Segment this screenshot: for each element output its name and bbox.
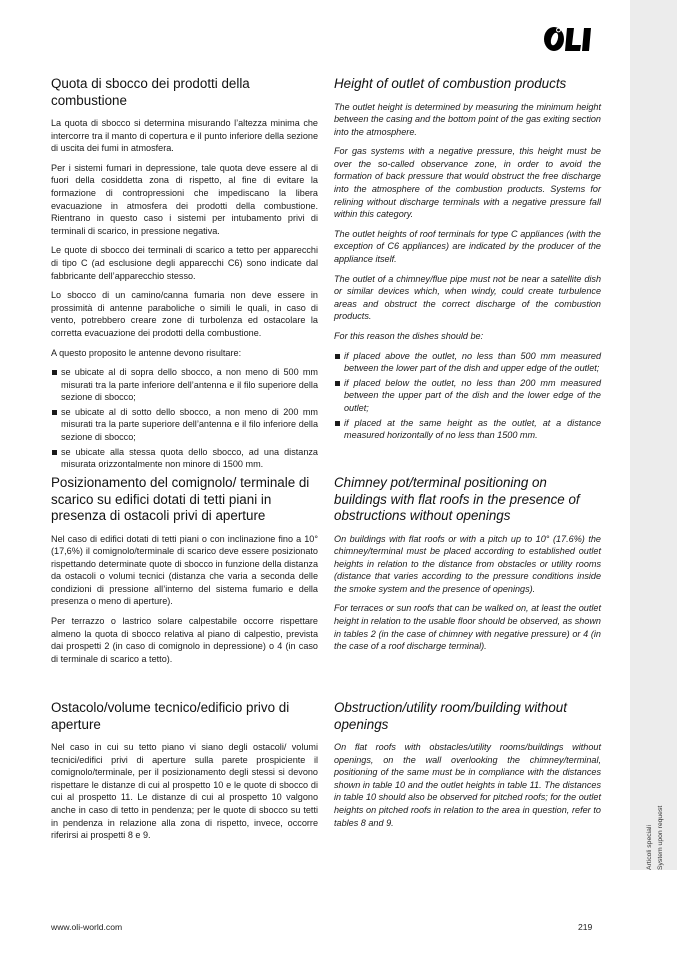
paragraph: Nel caso in cui su tetto piano vi siano degli ostacoli/ volumi tecnici/edifici privi di aperture sulla parete prospiciente il comignolo/terminale, per il posizionamento degli stessi si devono rispettare le distanze di cui al prospetto 10 e le quote di sbocco di cui al prospetto 11. Le distanze di cui al prospetto 10 valgono anche in caso di tetto in pendenza; per le quote di sbocco su tetti in pendenza in relazione alla zona di rispetto, invece, occorre riferirsi ai prospetti 8 e 9. (51, 742, 318, 841)
paragraph: La quota di sbocco si determina misurando l’altezza minima che intercorre tra il manto di copertura e il punto inferiore della sezione di uscita dei fumi in atmosfera. (51, 118, 318, 154)
square-bullet-icon (52, 450, 57, 455)
bullet-list (334, 350, 601, 442)
section-title: Obstruction/utility room/building without openings (334, 700, 567, 732)
paragraph: A questo proposito le antenne devono risultare: (51, 347, 242, 358)
footer-website-link[interactable]: www.oli-world.com (51, 922, 123, 932)
section-it-ostacolo (51, 700, 318, 849)
square-bullet-icon (335, 421, 340, 426)
square-bullet-icon (335, 381, 340, 386)
paragraph: The outlet height is determined by measuring the minimum height between the casing and the bottom point of the gas exiting section into the atmosphere. (334, 101, 601, 137)
paragraph: Lo sbocco di un camino/canna fumaria non deve essere in prossimità di antenne paraboliche o simili le quali, in caso di vento, potrebbero creare zone di turbolenza ed ostacolare la corretta evacuazione dei prodotti della combustione. (51, 290, 318, 338)
oli-logo-icon (543, 24, 603, 54)
section-title: Height of outlet of combustion products (334, 76, 567, 91)
list-item: if placed below the outlet, no less than 200 mm measured between the upper part of the dish and the lower edge of the outlet; (334, 377, 601, 415)
square-bullet-icon (52, 370, 57, 375)
paragraph: The outlet of a chimney/flue pipe must not be near a satellite dish or similar devices which, when windy, could create turbulence areas and obstruct the correct discharge of the combustion products. (334, 273, 601, 322)
list-item: se ubicate al di sopra dello sbocco, a non meno di 500 mm misurati tra la parte inferiore dell’antenna e il filo superiore della sezione di sbocco; (51, 366, 318, 404)
side-tab-label (644, 790, 674, 870)
section-en-outlet-height (334, 76, 601, 444)
square-bullet-icon (52, 410, 57, 415)
side-tab-line-it: Articoli speciali (646, 825, 653, 870)
section-title: Quota di sbocco dei prodotti della combustione (51, 76, 250, 108)
paragraph: For gas systems with a negative pressure, this height must be over the so-called observance zone, in order to avoid the formation of back pressure that would obstruct the free discharge into the atmosphere of the combustion products. Systems for relining without discharge terminals with a negative pressure fall within this category. (334, 146, 601, 220)
side-tab-background (630, 0, 677, 870)
side-tab-line-en: System upon request (657, 805, 664, 870)
paragraph: For this reason the dishes should be: (334, 331, 484, 341)
list-item: if placed above the outlet, no less than 500 mm measured between the lower part of the dish and upper edge of the outlet; (334, 350, 601, 375)
section-it-quota-sbocco (51, 76, 318, 473)
section-en-chimney-positioning (334, 475, 601, 660)
list-item: se ubicate alla stessa quota dello sbocco, ad una distanza misurata orizzontalmente non minore di 1500 mm. (51, 446, 318, 471)
list-item: se ubicate al di sotto dello sbocco, a non meno di 200 mm misurati tra la parte superiore dell’antenna e il filo inferiore della sezione di sbocco; (51, 406, 318, 444)
paragraph: Per terrazzo o lastrico solare calpestabile occorre rispettare almeno la quota di sbocco relativa al piano di calpestio, prevista dai prospetti 2 (in caso di comignolo in depressione) o 4 (in caso di terminale di scarico a tetto). (51, 616, 318, 664)
page-number: 219 (578, 922, 593, 932)
paragraph: Le quote di sbocco dei terminali di scarico a tetto per apparecchi di tipo C (ad esclusione degli apparecchi C6) sono indicate dal fabbricante dell’apparecchio stesso. (51, 245, 318, 281)
square-bullet-icon (335, 354, 340, 359)
section-title: Posizionamento del comignolo/ terminale di scarico su edifici dotati di tetti piani in presenza di ostacoli privi di aperture (51, 475, 310, 523)
section-it-posizionamento (51, 475, 318, 672)
oli-logo (543, 24, 603, 54)
paragraph: On flat roofs with obstacles/utility rooms/buildings without openings, on the wall overlooking the chimney/terminal, positioning of the same must be in compliance with the distances shown in table 10 and the outlet heights in table 11. The distances in table 10 should also be observed for pitched roofs; for the outlet heights on pitched roofs in relation to the area in question, refer to tables 8 and 9. (334, 742, 601, 828)
section-title: Chimney pot/terminal positioning on buildings with flat roofs in the presence of obstructions without openings (334, 475, 580, 523)
bullet-list (51, 366, 318, 471)
paragraph: The outlet heights of roof terminals for type C appliances (with the exception of C6 appliances) are indicated by the producer of the appliance itself. (334, 228, 601, 265)
paragraph: On buildings with flat roofs or with a pitch up to 10° (17.6%) the chimney/terminal must be placed according to established outlet heights in relation to the distance from obstacles or utility rooms (distance that varies according to the pressure conditions inside the smoke system and the presence of openings). (334, 533, 601, 594)
list-item: if placed at the same height as the outlet, at a distance measured horizontally of no less than 1500 mm. (334, 417, 601, 442)
paragraph: Per i sistemi fumari in depressione, tale quota deve essere al di fuori della cosiddetta zona di rispetto, al fine di evitare la formazione di contropressioni che impediscano la libera evacuazione in atmosfera dei prodotti della combustione. Rientrano in questo caso i sistemi per intubamento privi di terminali di scarico, in pressione negativa. (51, 162, 318, 236)
paragraph: Nel caso di edifici dotati di tetti piani o con inclinazione fino a 10° (17,6%) il comignolo/terminale di scarico deve essere posizionato rispettando determinate quote di sbocco in funzione della distanza da ostacoli o volumi tecnici (distanza che varia a seconda delle condizioni di pressione all’interno del sistema fumario e della presenza o meno di aperture). (51, 533, 318, 607)
section-en-obstruction (334, 700, 601, 836)
paragraph: For terraces or sun roofs that can be walked on, at least the outlet height in relation to the usable floor should be observed, as shown in tables 2 (in the case of chimney with negative pressure) or 4 (in the case of a roof discharge terminal). (334, 603, 601, 652)
section-title: Ostacolo/volume tecnico/edificio privo di aperture (51, 700, 290, 732)
